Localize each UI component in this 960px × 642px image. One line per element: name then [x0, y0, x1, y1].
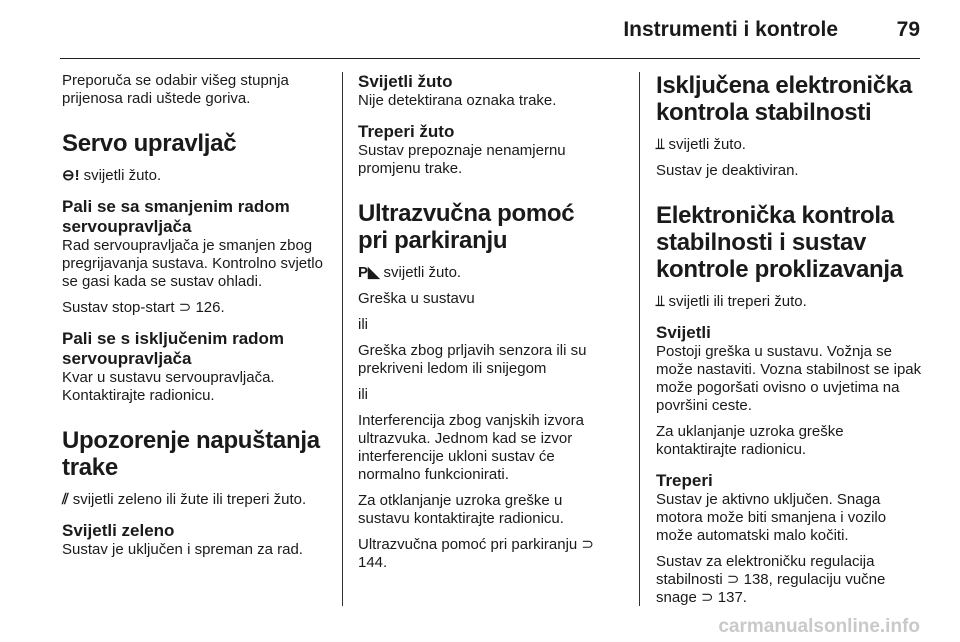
section-heading-esc-off: Isključena elektronička kontrola stabilnosti	[656, 72, 912, 126]
parking-icon-line: P◣ svijetli žuto.	[358, 264, 462, 281]
esc-off-text: Sustav je deaktiviran.	[656, 162, 799, 179]
lane-green-text: Sustav je uključen i spreman za rad.	[62, 541, 303, 558]
page-header	[0, 0, 960, 60]
section-heading-esc: Elektronička kontrola stabilnosti i sustav kontrole proklizavanja	[656, 202, 903, 283]
parking-text-4: ili	[358, 386, 368, 403]
steering-warning-icon: ⊖!	[62, 167, 80, 184]
lane-icon-line: ⫽ svijetli zeleno ili žute ili treperi žuto.	[62, 491, 307, 508]
esc-off-icon-line: ⫫ svijetli žuto.	[656, 136, 746, 153]
parking-text-3: Greška zbog prljavih senzora ili su prekriveni ledom ili snijegom	[358, 342, 587, 377]
page-title: Instrumenti i kontrole	[623, 18, 838, 41]
subheading-servo-off: Pali se s isključenim radom servoupravljača	[62, 329, 285, 368]
esc-blink-text-2: Sustav za elektroničku regulacija stabilnosti ⊃ 138, regulaciju vučne snage ⊃ 137.	[656, 553, 886, 606]
column-divider	[639, 72, 640, 606]
page-number: 79	[896, 18, 920, 41]
section-heading-lane: Upozorenje napuštanja trake	[62, 427, 320, 481]
column-middle	[358, 72, 608, 580]
subheading-lane-yellow: Svijetli žuto	[358, 72, 453, 91]
subheading-esc-blink: Treperi	[656, 471, 713, 490]
parking-text-2: ili	[358, 316, 368, 333]
section-heading-servo: Servo upravljač	[62, 130, 237, 157]
esc-blink-text: Sustav je aktivno uključen. Snaga motora može biti smanjena i vozilo može automatski malo kočiti.	[656, 491, 887, 544]
lane-yellow-text: Nije detektirana oznaka trake.	[358, 92, 557, 109]
watermark: carmanualsonline.info	[718, 616, 920, 637]
parking-text-6: Za otklanjanje uzroka greške u sustavu kontaktirajte radionicu.	[358, 492, 564, 527]
section-heading-parking: Ultrazvučna pomoć pri parkiranju	[358, 200, 575, 254]
esc-lit-text: Postoji greška u sustavu. Vožnja se može nastaviti. Vozna stabilnost se ipak može pogoršati ovisno o uvjetima na površini ceste.	[656, 343, 922, 414]
subheading-lane-green: Svijetli zeleno	[62, 521, 175, 540]
column-divider	[342, 72, 343, 606]
parking-text-1: Greška u sustavu	[358, 290, 475, 307]
servo-off-text: Kvar u sustavu servoupravljača. Kontaktirajte radionicu.	[62, 369, 275, 404]
intro-text: Preporuča se odabir višeg stupnja prijenosa radi uštede goriva.	[62, 72, 289, 107]
parking-text-7: Ultrazvučna pomoć pri parkiranju ⊃ 144.	[358, 536, 594, 571]
servo-icon-line: ⊖! svijetli žuto.	[62, 167, 162, 184]
header-divider	[60, 58, 920, 59]
servo-reduced-text: Rad servoupravljača je smanjen zbog pregrijavanja sustava. Kontrolno svjetlo se gasi kada se sustav ohladi.	[62, 237, 323, 290]
lane-blink-text: Sustav prepoznaje nenamjernu promjenu trake.	[358, 142, 566, 177]
lane-departure-icon: ⫽	[62, 491, 69, 508]
parking-text-5: Interferencija zbog vanjskih izvora ultrazvuka. Jednom kad se izvor interferencije ukloni sustav će normalno funkcionirati.	[358, 412, 584, 483]
esc-lit-text-2: Za uklanjanje uzroka greške kontaktirajte radionicu.	[656, 423, 844, 458]
subheading-servo-reduced: Pali se sa smanjenim radom servoupravljača	[62, 197, 290, 236]
servo-stop-start-ref: Sustav stop-start ⊃ 126.	[62, 299, 225, 316]
column-left	[62, 72, 334, 567]
esc-off-icon: ⫫	[656, 136, 665, 153]
subheading-lane-blink: Treperi žuto	[358, 122, 455, 141]
subheading-esc-lit: Svijetli	[656, 323, 711, 342]
column-right	[656, 72, 926, 615]
esc-icon: ⫫	[656, 293, 665, 310]
parking-sensor-icon: P◣	[358, 264, 380, 281]
esc-icon-line: ⫫ svijetli ili treperi žuto.	[656, 293, 807, 310]
